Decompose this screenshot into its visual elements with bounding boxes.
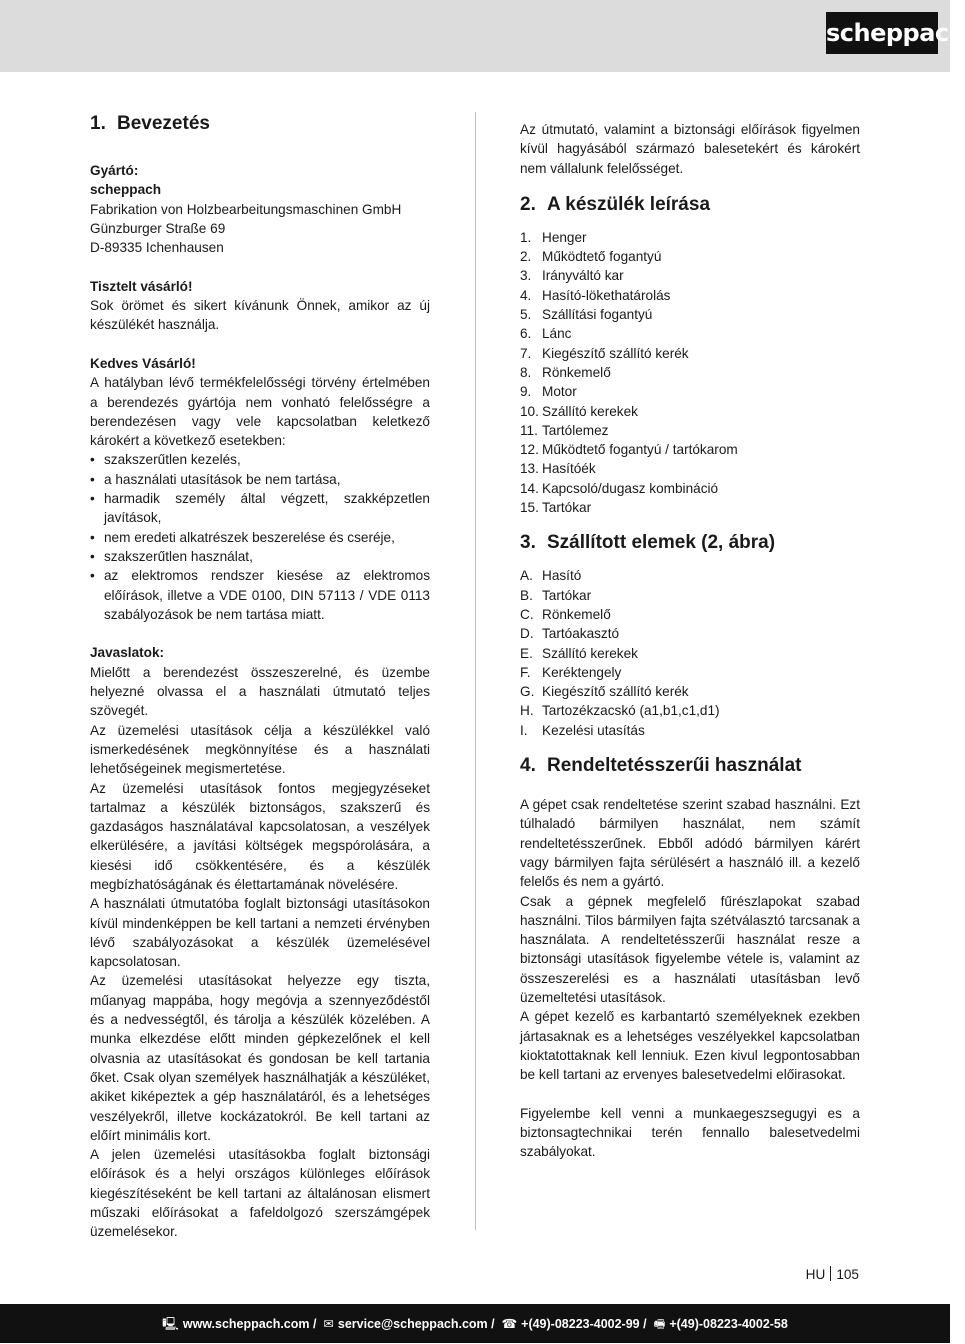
list-item: 9. Motor [520,384,577,400]
bullet-item: • harmadik személy által végzett, szakképzetlen javítások, [90,489,430,528]
footer-phone: +(49)-08223-4002-99 / [521,1317,647,1331]
bullet-item: • nem eredeti alkatrészek beszerelése és cseréje, [90,528,430,547]
manufacturer-label: Gyártó: [90,163,139,178]
device-parts-list [520,228,860,517]
list-item: 5. Szállítási fogantyú [520,307,653,323]
list-item: 11. Tartólemez [520,422,609,438]
safety-rules-paragraph: Figyelembe kell venni a munkaegeszsegugyi es a biztonsagtechnikai terén fennallo balesetvedelmi szabályokat. [520,1105,860,1160]
list-item: 13. Hasítóék [520,461,596,477]
contact-footer [0,1304,950,1343]
list-item: 15. Tartókar [520,500,592,516]
list-item: 12. Működtető fogantyú / tartókarom [520,442,738,458]
section-1-heading: 1. Bevezetés [90,113,210,134]
disclaimer-text: Az útmutató, valamint a biztonsági előírások figyelmen kívül hagyásából származó balesetekért és károkért nem vállalunk felelősséget. [520,122,860,176]
manufacturer-name: scheppach [90,182,162,198]
scheppach-logo: scheppach [826,12,938,54]
delivered-items-list [520,566,860,740]
recommendation-paragraph: Az üzemelési utasítások célja a készülékkel való ismerkedésének megkönnyítése és a használati lehetőségeinek megismertetése. [90,722,430,777]
page-number [806,1265,859,1284]
bullet-item: • szakszerűtlen használat, [90,547,430,566]
right-column [520,120,860,1162]
liability-text: A hatályban lévő termékfelelősségi törvény értelmében a berendezés gyártója nem vonható felelősségre a berendezésen vagy vele kapcsolatban keletkező károkért a következő esetekben: [90,375,430,449]
recommendation-paragraph: A jelen üzemelési utasításokba foglalt biztonsági előírások és a helyi országos különleges előírások kiegészítéseként be kell tartani az általánosan elismert műszaki előírásokat a fafeldolgozó szerszámgépek üzemelésekor. [90,1147,430,1240]
list-item: I. Kezelési utasítás [520,722,645,738]
page-number-value: 105 [836,1267,859,1282]
greeting-2-label: Kedves Vásárló! [90,355,196,371]
mail-icon: ✉ [323,1316,334,1331]
list-item: 3. Irányváltó kar [520,268,624,284]
list-item: 4. Hasító-lökethatárolás [520,287,671,303]
list-item: 14. Kapcsoló/dugasz kombináció [520,480,719,496]
left-column [90,112,430,1242]
header-bar [0,0,965,72]
phone-icon: ☎ [501,1316,518,1331]
list-item: G. Kiegészítő szállító kerék [520,684,689,700]
page-number-separator [830,1266,831,1281]
footer-website: www.scheppach.com / [182,1317,317,1331]
greeting-1-label: Tisztelt vásárló! [90,278,193,294]
greeting-1-text: Sok örömet és sikert kívánunk Önnek, amikor az új készülékét használja. [90,298,430,333]
intended-use-paragraph: A gépet csak rendeltetése szerint szabad használni. Ezt túlhaladó bármilyen használat, nem számít rendeltetésszerűnek. Ebből adódó bármilyen kárért vagy bármilyen fajta sérülésért a használó ill. a kezelő felelős és nem a gyártó. [520,797,860,890]
list-item: 2. Működtető fogantyú [520,249,662,265]
bullet-item: • a használati utasítások be nem tartása, [90,470,430,489]
bullet-item: • az elektromos rendszer kiesése az elektromos előírások, illetve a VDE 0100, DIN 57113 / VDE 0113 szabályozások be nem tartása miatt. [90,566,430,624]
list-item: 7. Kiegészítő szállító kerék [520,345,689,361]
list-item: F. Keréktengely [520,664,622,680]
list-item: 8. Rönkemelő [520,364,611,380]
fax-icon: 🖷 [653,1316,666,1331]
list-item: B. Tartókar [520,587,592,603]
recommendation-paragraph: Az üzemelési utasítások fontos megjegyzéseket tartalmaz a készülék biztonságos, szakszerű és gazdaságos használatával kapcsolatosan, a veszélyek elkerülésére, a javítási költségek megspórolására, a kiesési idő csökkentésére, és a készülék megbízhatóságának és élettartamának növelésére. [90,780,430,892]
list-item: 6. Lánc [520,326,572,342]
list-item: C. Rönkemelő [520,606,611,622]
section-2-heading: 2. A készülék leírása [520,193,711,215]
section-3-heading: 3. Szállított elemek (2, ábra) [520,532,776,554]
address-line: Günzburger Straße 69 [90,220,226,236]
list-item: 10. Szállító kerekek [520,403,638,419]
address-line: Fabrikation von Holzbearbeitungsmaschinen GmbH [90,201,402,217]
list-item: D. Tartóakasztó [520,626,620,642]
list-item: A. Hasító [520,568,582,584]
list-item: 1. Henger [520,229,587,245]
list-item: E. Szállító kerekek [520,645,638,661]
computer-icon: 🖳 [162,1316,179,1331]
column-divider [475,112,476,1230]
footer-fax: +(49)-08223-4002-58 [669,1317,788,1331]
recommendation-paragraph: Mielőtt a berendezést összeszerelné, és üzembe helyezné olvassa el a használati útmutató teljes szövegét. [90,664,430,719]
list-item: H. Tartozékzacskó (a1,b1,c1,d1) [520,703,720,719]
footer-email: service@scheppach.com / [337,1317,495,1331]
language-code: HU [805,1267,826,1282]
recommendation-paragraph: Az üzemelési utasításokat helyezze egy tiszta, műanyag mappába, hogy megóvja a szennyeződéstől és a nedvességtől, és tárolja a készülék közelében. A munka elkezdése előtt minden gépkezelőnek el kell olvasnia az utasításokat és gondosan be kell tartania őket. Csak olyan személyek használhatják a készüléket, akiket kiképeztek a gép használatáról, és a lehetséges veszélyekről, illetve kockázatokról. Be kell tartani az előírt minimális kort. [90,973,430,1143]
bullet-item: • szakszerűtlen kezelés, [90,450,430,469]
recommendations-label: Javaslatok: [90,645,165,661]
intended-use-paragraph: A gépet kezelő es karbantartó személyeknek ezekben jártasaknak es a lehetséges veszélyekkel kapcsolatban kioktatottaknak kell lenniuk. Ezen kivul legpontosabban be kell tartani az ervenyes balesetvedelmi előirasokat. [520,1009,860,1083]
recommendation-paragraph: A használati útmutatóba foglalt biztonsági utasításokon kívül mindenképpen be kell tartani a nemzeti érvényben lévő szabályozásokat a készülék üzemelésével kapcsolatosan. [90,896,430,970]
liability-bullet-list [90,450,430,624]
intended-use-paragraph: Csak a gépnek megfelelő fűrészlapokat szabad használni. Tilos bármilyen fajta szétválasztó tarcsanak a használata. A rendeltetésszerűi használat resze a biztonsági utasítások figyelembe vétele is, valamint az összeszerelési es a használati utasításban levő üzemeltetési utasítások. [520,893,860,1005]
section-4-heading: 4. Rendeltetésszerűi használat [520,755,802,777]
address-line: D-89335 Ichenhausen [90,240,224,256]
